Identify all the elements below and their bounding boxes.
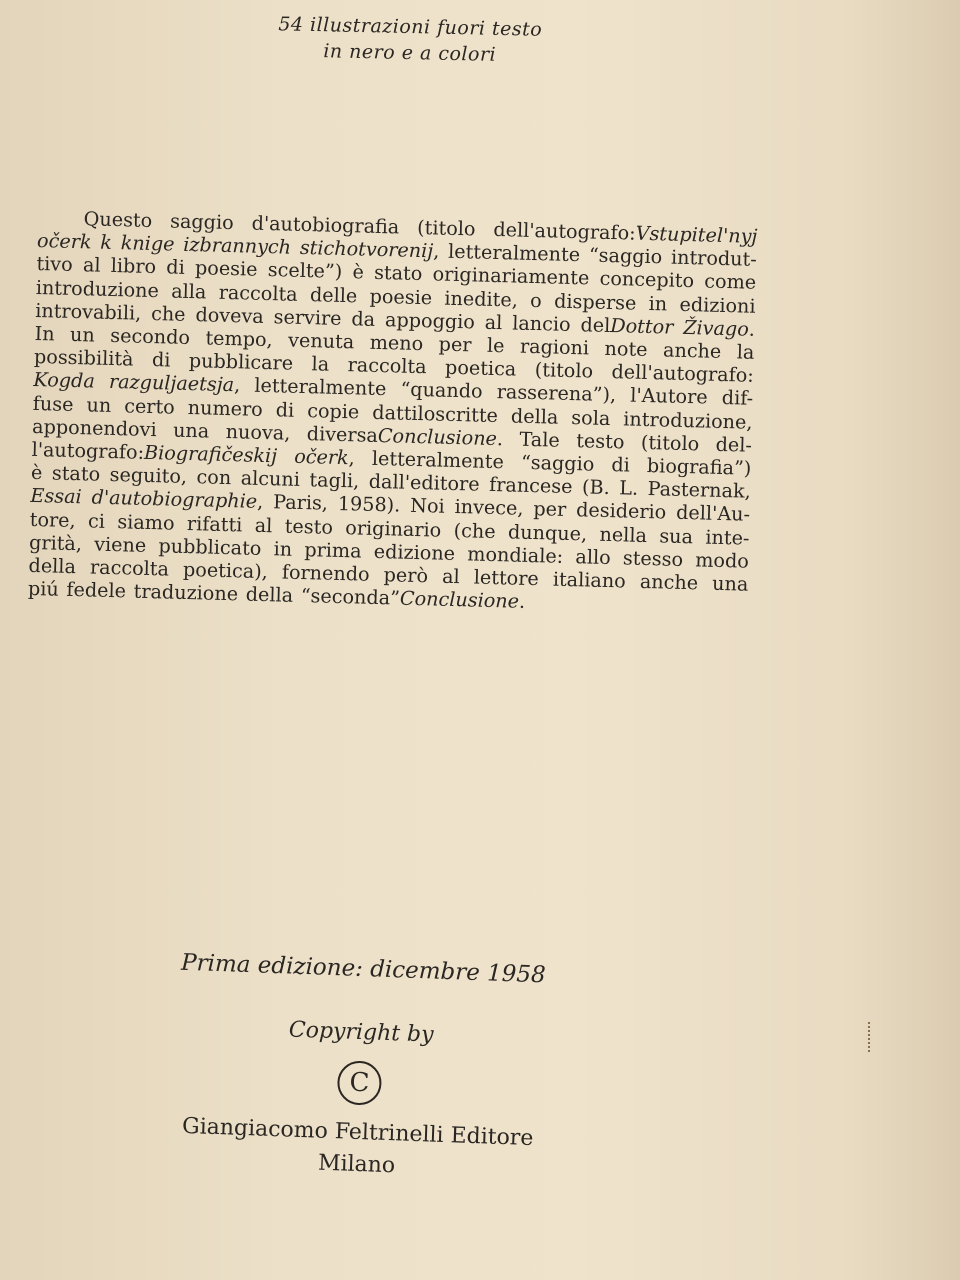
word: (titolo <box>534 358 594 383</box>
word: anche <box>639 569 699 595</box>
word: al <box>441 564 461 589</box>
word: o <box>529 288 543 312</box>
word: edizioni <box>679 292 756 318</box>
word: dunque, <box>507 520 588 546</box>
word: tagli, <box>309 468 360 493</box>
word: introdut- <box>670 245 758 272</box>
word: izbrannych <box>182 233 292 259</box>
word: “seconda”Conclusione. <box>300 584 526 614</box>
word: prima <box>304 537 362 563</box>
word: da <box>351 307 376 331</box>
word: introduzione <box>35 275 160 302</box>
word: ragioni <box>519 334 590 360</box>
word: tivo <box>36 252 74 277</box>
word: libro <box>110 254 157 279</box>
word: al <box>82 253 101 278</box>
edition-line: Prima edizione: dicembre 1958 <box>180 949 547 989</box>
word: seguito, <box>109 463 188 489</box>
word: l'Autore <box>629 383 708 410</box>
word: originario <box>345 515 442 542</box>
illustrations-line-2: in nero e a colori <box>323 40 497 66</box>
word: pubblicato <box>158 534 262 560</box>
word: Noi <box>409 494 445 519</box>
word: un <box>86 392 112 417</box>
word: secondo <box>110 323 191 350</box>
word: fuse <box>32 391 74 416</box>
word: meno <box>369 330 424 356</box>
word: poetica), <box>182 557 269 584</box>
word: le <box>486 333 505 358</box>
word: razguljaetsja, <box>108 370 241 397</box>
word: (titolo <box>416 215 476 241</box>
word: anche <box>662 338 722 363</box>
word: è <box>30 461 43 485</box>
word: delle <box>309 282 358 307</box>
word: očerk <box>36 229 92 254</box>
word: alcuni <box>240 466 301 492</box>
word: dell'Au- <box>675 501 751 527</box>
word: poetica <box>444 355 517 381</box>
word: testo <box>575 429 625 454</box>
publisher-city: Milano <box>317 1150 396 1179</box>
word: raccolta <box>218 280 298 306</box>
word: possibilità <box>33 345 134 371</box>
editorial-note <box>28 206 758 619</box>
word: francese <box>488 473 573 499</box>
word: fornendo <box>281 560 370 586</box>
word: biografia”) <box>646 454 752 480</box>
word: letteralmente <box>254 374 387 401</box>
word: dell'autografo:Vstupitel'nyj <box>493 217 758 248</box>
word: letteralmente <box>371 446 505 474</box>
word: la <box>736 340 755 364</box>
word: traduzione <box>133 579 239 606</box>
word: apponendovi <box>31 414 157 442</box>
word: poesie <box>194 256 258 282</box>
word: lancio <box>511 311 571 336</box>
word: del- <box>715 432 753 457</box>
word: però <box>383 563 429 588</box>
word: un <box>69 322 96 347</box>
word: venuta <box>287 328 355 354</box>
word: per <box>438 332 472 357</box>
word: lettore <box>473 565 540 591</box>
word: introvabili, <box>34 298 142 325</box>
word: knige <box>120 231 175 256</box>
word: “saggio <box>520 450 595 476</box>
word: Questo <box>83 207 153 232</box>
word: inedite, <box>444 286 519 312</box>
word: invece, <box>454 495 524 521</box>
word: stato <box>373 261 423 286</box>
word: che <box>150 301 186 326</box>
word: siamo <box>117 509 175 535</box>
word: alla <box>170 279 207 304</box>
word: dell'autografo: <box>611 360 755 388</box>
word: della <box>510 404 559 429</box>
word: per <box>533 497 567 522</box>
word: stato <box>51 461 101 486</box>
word: al <box>484 310 503 335</box>
word: pubblicare <box>188 349 294 375</box>
word: nuova, <box>225 419 291 445</box>
word: una <box>172 418 210 443</box>
word: tempo, <box>205 326 273 352</box>
word: Kogda <box>33 368 96 393</box>
copyright-icon: C <box>337 1060 383 1106</box>
word: (titolo <box>640 430 700 456</box>
word: k <box>100 230 113 255</box>
word: l'autografo:Biografičeskij <box>31 437 278 468</box>
word: note <box>604 336 648 362</box>
word: modo <box>694 548 750 573</box>
word: letteralmente <box>447 239 581 267</box>
word: allo <box>575 545 611 569</box>
word: viene <box>93 532 147 557</box>
page-shadow <box>850 0 960 1280</box>
colophon <box>146 948 574 1187</box>
word: L. <box>618 476 639 501</box>
word: doveva <box>195 302 265 328</box>
word: di <box>151 348 171 372</box>
word: rasserena”), <box>496 380 617 407</box>
word: della <box>245 582 294 608</box>
page-edge-mark <box>868 1022 873 1052</box>
word: mondiale: <box>467 542 564 568</box>
word: concepito <box>599 267 695 293</box>
word: in <box>648 291 668 316</box>
word: con <box>196 465 232 490</box>
word: d'autobiografia <box>251 211 400 239</box>
word: dall'editore <box>368 469 480 496</box>
word: al <box>254 513 273 537</box>
word: Živago. <box>682 315 756 341</box>
word: dif- <box>721 386 754 411</box>
illustrations-line-1: 54 illustrazioni fuori testo <box>278 13 543 41</box>
word: 1958). <box>337 492 401 518</box>
word: disperse <box>553 289 637 315</box>
word: grità, <box>28 530 83 556</box>
word: numero <box>187 395 264 421</box>
word: introduzione, <box>623 407 753 434</box>
word: (che <box>453 518 496 543</box>
word: Tale <box>519 427 561 452</box>
word: desiderio <box>575 498 667 524</box>
word: fedele <box>66 578 127 603</box>
publisher-name: Giangiacomo Feltrinelli Editore <box>181 1113 534 1152</box>
word: edizione <box>373 539 456 565</box>
word: ci <box>87 509 106 533</box>
word: una <box>711 571 749 596</box>
word: certo <box>123 393 176 419</box>
word: in <box>273 537 293 561</box>
word: scelte”) <box>267 258 343 284</box>
word: italiano <box>552 567 627 593</box>
word: di <box>275 397 295 422</box>
word: Pasternak, <box>647 477 752 503</box>
word: testo <box>284 514 334 539</box>
word: copie <box>306 398 360 424</box>
word: la <box>311 352 330 376</box>
word: nella <box>599 522 648 547</box>
word: inte- <box>705 525 750 550</box>
word: delDottor <box>580 313 674 339</box>
word: In <box>34 321 55 346</box>
word: saggio <box>169 209 234 235</box>
word: di <box>166 255 186 280</box>
word: della <box>28 553 77 579</box>
word: raccolta <box>89 555 170 581</box>
word: come <box>704 269 757 295</box>
word: d'autobiographie, <box>91 485 264 514</box>
word: Essai <box>30 484 82 509</box>
word: (B. <box>581 475 611 500</box>
word: originariamente <box>432 262 590 290</box>
copyright-line: Copyright by <box>288 1017 434 1048</box>
word: piú <box>27 577 60 601</box>
word: sua <box>659 524 694 548</box>
word: raccolta <box>347 353 427 379</box>
word: appoggio <box>384 307 476 334</box>
word: servire <box>273 305 342 330</box>
word: stesso <box>622 546 684 571</box>
word: poesie <box>369 284 433 309</box>
word: očerk, <box>293 444 356 470</box>
word: di <box>611 453 631 477</box>
word: stichotvorenij, <box>299 236 440 263</box>
word: diversaConclusione. <box>306 421 504 451</box>
word: sola <box>571 405 611 430</box>
illustrations-notice <box>249 11 570 70</box>
word: “saggio <box>588 243 663 269</box>
word: dattiloscritte <box>372 400 499 427</box>
word: rifatti <box>186 511 243 537</box>
word: tore, <box>29 507 76 532</box>
word: è <box>352 260 365 284</box>
word: Paris, <box>272 490 329 516</box>
word: “quando <box>400 377 483 404</box>
